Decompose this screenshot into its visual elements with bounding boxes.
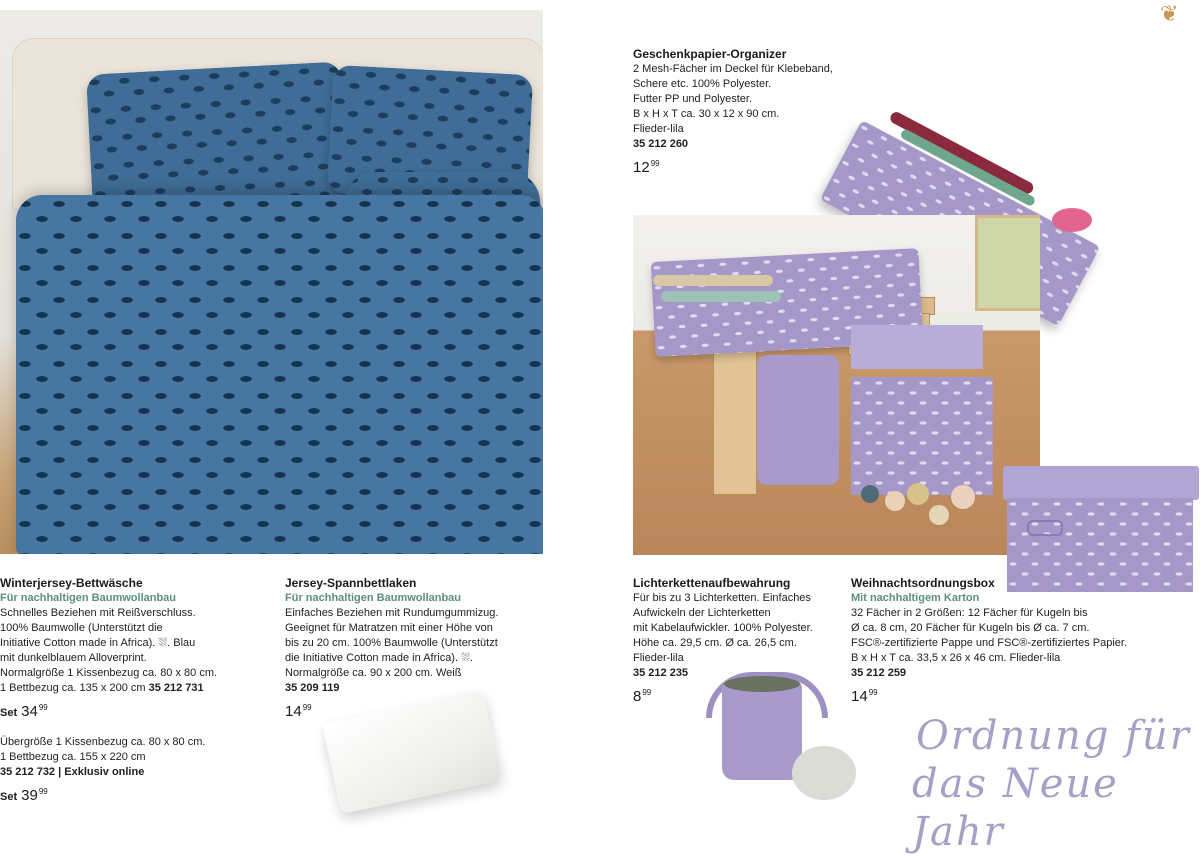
slogan (912, 712, 1192, 856)
description-line: Übergröße 1 Kissenbezug ca. 80 x 80 cm. (0, 736, 206, 748)
duvet (16, 195, 543, 554)
description-line (0, 681, 280, 696)
price (0, 698, 280, 723)
organizer-text (633, 46, 848, 178)
price-main: 14 (851, 688, 868, 705)
article-number: 35 212 260 (633, 138, 689, 150)
price-main: 8 (633, 688, 642, 705)
description-line: Schnelles Beziehen mit Reißverschluss. (0, 607, 196, 619)
product-subtitle: Für nachhaltigen Baumwollanbau (285, 592, 462, 604)
description-line: B x H x T ca. 30 x 12 x 90 cm. (633, 108, 780, 120)
bettwaesche-text (0, 575, 280, 807)
brand-logo: ❦ (1160, 1, 1179, 26)
lichterketten-text (633, 575, 843, 707)
price (851, 683, 1196, 707)
price-main: 12 (633, 159, 650, 176)
price-cents: 99 (650, 159, 660, 168)
price (633, 683, 843, 707)
description-line: Für bis zu 3 Lichterketten. Einfaches (633, 592, 811, 604)
description-line: 1 Bettbezug ca. 155 x 220 cm (0, 751, 146, 763)
description-line: Futter PP und Polyester. (633, 93, 753, 105)
price-main: 14 (285, 703, 302, 720)
article-number: 35 212 235 (633, 667, 689, 679)
description-line: Flieder-lila (633, 652, 684, 664)
price-cents: 99 (868, 688, 878, 697)
description-line: Aufwickeln der Lichterketten (633, 607, 771, 619)
slogan-line-2: das Neue Jahr (912, 761, 1119, 855)
box-lid (851, 325, 983, 369)
description-line: Höhe ca. 29,5 cm. Ø ca. 26,5 cm. (633, 637, 797, 649)
ribbon-spools (1052, 208, 1092, 232)
cable-reel (792, 746, 856, 800)
ornament-ball-5 (929, 505, 949, 525)
bedding-photo (0, 10, 543, 554)
paper-roll-1 (653, 275, 773, 286)
ornament-ball-4 (951, 485, 975, 509)
storage-room-photo (633, 215, 1040, 555)
article-number: 35 212 259 (851, 667, 907, 679)
description-line: Schere etc. 100% Polyester. (633, 78, 772, 90)
price-cents: 99 (302, 703, 312, 712)
spannbettlaken-text (285, 575, 520, 722)
description-line: die Initiative Cotton made in Africa). ⛆. (285, 652, 473, 664)
article-number: 35 212 731 (148, 682, 204, 694)
description-line: Normalgröße 1 Kissenbezug ca. 80 x 80 cm. (0, 667, 218, 679)
ordnungsbox-lid (1003, 466, 1199, 500)
description-line: Einfaches Beziehen mit Rundumgummizug. (285, 607, 499, 619)
ordnungsbox-handle (1027, 520, 1063, 536)
slogan-line-1: Ordnung für (916, 713, 1191, 759)
product-subtitle: Mit nachhaltigem Karton (851, 592, 980, 604)
set-label: Set (0, 707, 18, 719)
description-line: mit Kabelaufwickler. 100% Polyester. (633, 622, 813, 634)
price-main: 34 (21, 703, 38, 720)
description-line: Geeignet für Matratzen mit einer Höhe von (285, 622, 493, 634)
product-subtitle: Für nachhaltigen Baumwollanbau (0, 592, 177, 604)
set-label: Set (0, 791, 18, 803)
product-title: Lichterkettenaufbewahrung (633, 576, 791, 590)
price (633, 154, 848, 178)
variant-price (0, 782, 280, 807)
price-cents: 99 (642, 688, 652, 697)
description-line: mit dunkelblauem Alloverprint. (0, 652, 147, 664)
paper-roll-2 (661, 291, 781, 302)
light-chain-bag (757, 355, 839, 485)
product-title: Jersey-Spannbettlaken (285, 576, 417, 590)
product-title: Weihnachtsordnungsbox (851, 576, 995, 590)
product-title: Geschenkpapier-Organizer (633, 47, 787, 61)
description-line: FSC®-zertifizierte Pappe und FSC®-zertifiziertes Papier. (851, 637, 1128, 649)
ornament-ball-1 (861, 485, 879, 503)
product-title: Winterjersey-Bettwäsche (0, 576, 143, 590)
description-line: Normalgröße ca. 90 x 200 cm. Weiß (285, 667, 462, 679)
description-line: 32 Fächer in 2 Größen: 12 Fächer für Kugeln bis (851, 607, 1088, 619)
description-line: Flieder-lila (633, 123, 684, 135)
description-line: 2 Mesh-Fächer im Deckel für Klebeband, (633, 63, 833, 75)
price-cents: 99 (38, 703, 48, 712)
size-text: 1 Bettbezug ca. 135 x 200 cm (0, 682, 146, 694)
price-main: 39 (21, 787, 38, 804)
description-line: bis zu 20 cm. 100% Baumwolle (Unterstützt (285, 637, 498, 649)
article-number: 35 209 119 (285, 682, 340, 694)
ornament-box (851, 377, 993, 495)
ornament-ball-2 (885, 491, 905, 511)
description-line: 100% Baumwolle (Unterstützt die (0, 622, 163, 634)
window (975, 215, 1040, 311)
description-line: B x H x T ca. 33,5 x 26 x 46 cm. Flieder-lila (851, 652, 1061, 664)
description-line: Initiative Cotton made in Africa). ⛆. Blau (0, 637, 196, 649)
ordnungsbox-text (851, 575, 1196, 707)
description-line: Ø ca. 8 cm, 20 Fächer für Kugeln bis Ø ca. 7 cm. (851, 622, 1090, 634)
ornament-ball-3 (907, 483, 929, 505)
price-cents: 99 (38, 787, 48, 796)
price (285, 698, 520, 722)
variant-article-number: 35 212 732 | Exklusiv online (0, 766, 145, 778)
